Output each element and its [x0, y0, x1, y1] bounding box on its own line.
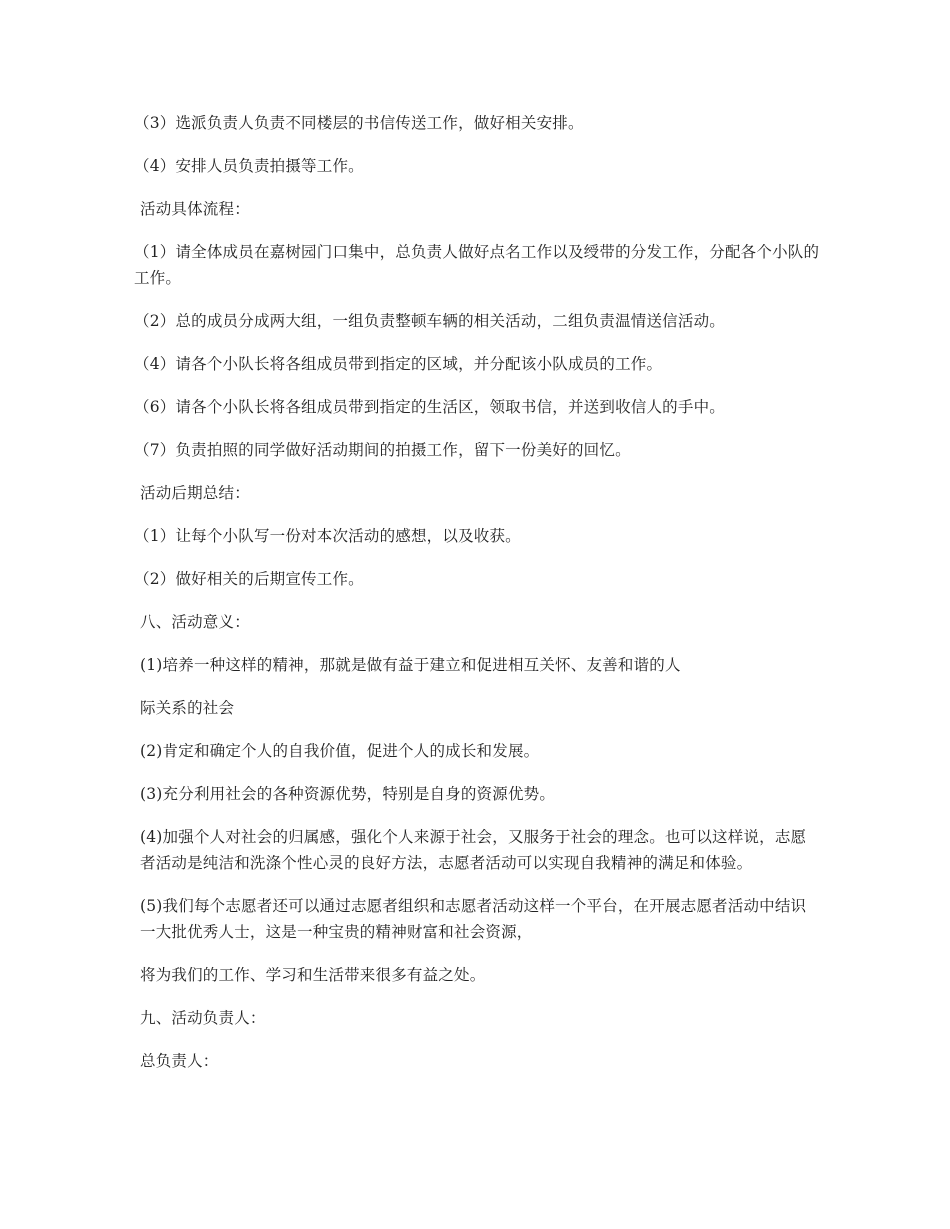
paragraph-process-6: （6）请各个小队长将各组成员带到指定的生活区，领取书信，并送到收信人的手中。 [134, 398, 725, 416]
heading-section-9: 九、活动负责人： [140, 1009, 266, 1027]
paragraph-summary-1: （1）让每个小队写一份对本次活动的感想，以及收获。 [134, 527, 521, 545]
heading-section-8: 八、活动意义： [140, 613, 250, 631]
paragraph-summary-2: （2）做好相关的后期宣传工作。 [134, 570, 364, 588]
paragraph-meaning-5-continued: 将为我们的工作、学习和生活带来很多有益之处。 [140, 966, 486, 984]
paragraph-meaning-3: (3)充分利用社会的各种资源优势，特别是自身的资源优势。 [140, 785, 556, 803]
heading-activity-process: 活动具体流程： [140, 200, 250, 218]
paragraph-process-7: （7）负责拍照的同学做好活动期间的拍摄工作，留下一份美好的回忆。 [134, 441, 631, 459]
paragraph-meaning-4: (4)加强个人对社会的归属感，强化个人来源于社会，又服务于社会的理念。也可以这样说，志愿者活动是纯洁和洗涤个性心灵的良好方法，志愿者活动可以实现自我精神的满足和体验。 [140, 828, 807, 872]
paragraph-process-4: （4）请各个小队长将各组成员带到指定的区域，并分配该小队成员的工作。 [134, 355, 663, 373]
paragraph-task-3: （3）选派负责人负责不同楼层的书信传送工作，做好相关安排。 [134, 114, 584, 132]
paragraph-meaning-1: (1)培养一种这样的精神，那就是做有益于建立和促进相互关怀、友善和谐的人 [140, 656, 681, 674]
document-body [134, 110, 820, 1091]
paragraph-process-2: （2）总的成员分成两大组，一组负责整顿车辆的相关活动，二组负责温情送信活动。 [134, 312, 725, 330]
paragraph-meaning-1-continued: 际关系的社会 [140, 699, 235, 717]
paragraph-process-1: （1）请全体成员在嘉树园门口集中，总负责人做好点名工作以及绶带的分发工作，分配各个小队的工作。 [134, 243, 820, 287]
paragraph-meaning-2: (2)肯定和确定个人的自我价值，促进个人的成长和发展。 [140, 742, 540, 760]
paragraph-general-leader: 总负责人： [140, 1052, 219, 1070]
paragraph-task-4: （4）安排人员负责拍摄等工作。 [134, 157, 364, 175]
heading-post-summary: 活动后期总结： [140, 484, 250, 502]
paragraph-meaning-5: (5)我们每个志愿者还可以通过志愿者组织和志愿者活动这样一个平台，在开展志愿者活动中结识一大批优秀人士，这是一种宝贵的精神财富和社会资源， [140, 897, 807, 941]
